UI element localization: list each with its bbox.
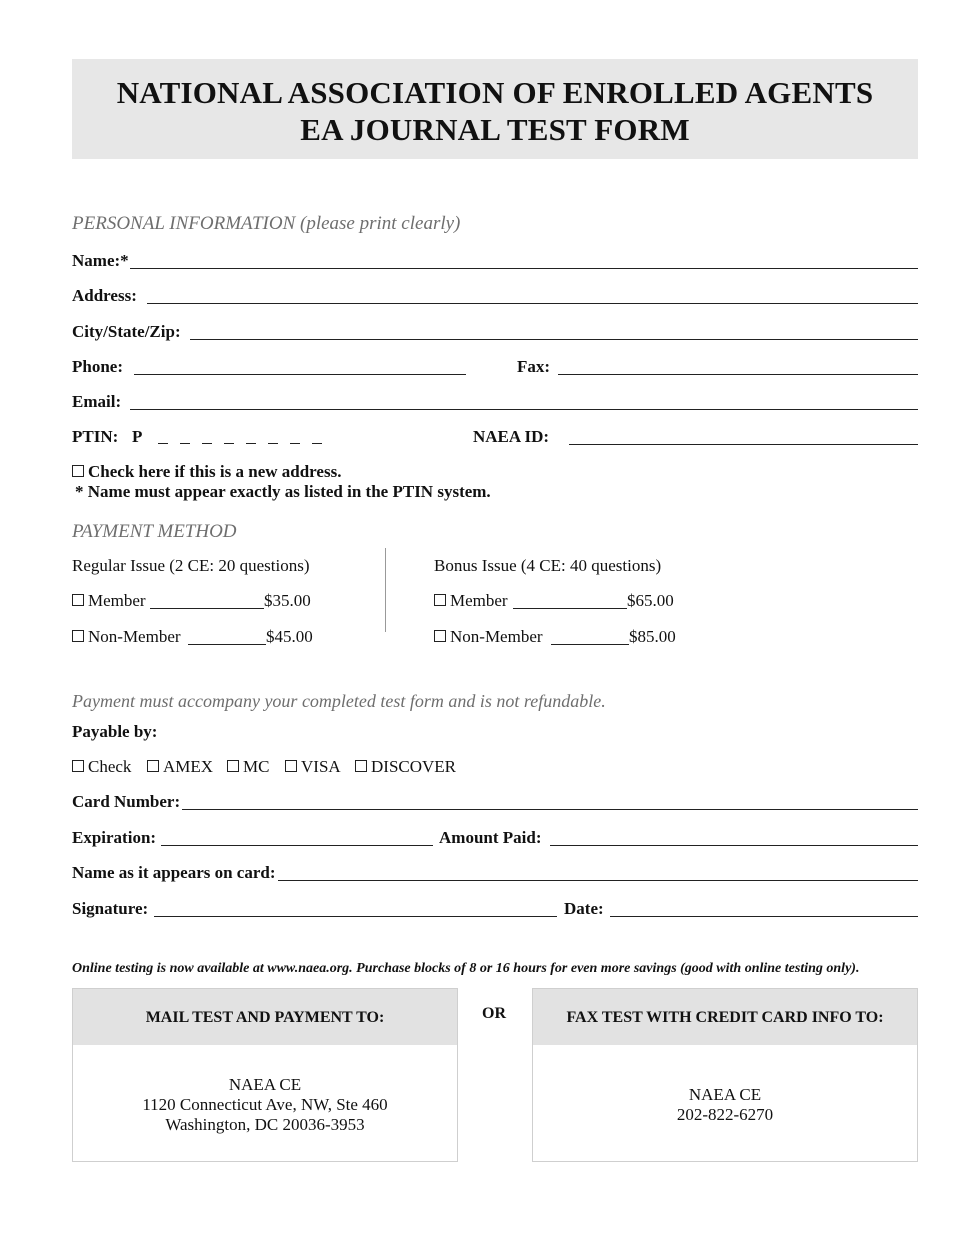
form-header bbox=[72, 59, 918, 159]
method-amex-option[interactable] bbox=[147, 757, 213, 777]
ptin-name-note: * Name must appear exactly as listed in the PTIN system. bbox=[75, 482, 491, 501]
bonus-member-option[interactable] bbox=[434, 591, 508, 611]
naea-id-label: NAEA ID: bbox=[473, 427, 550, 446]
regular-member-label: Member bbox=[88, 591, 146, 610]
address-label: Address: bbox=[72, 286, 137, 305]
new-address-label: Check here if this is a new address. bbox=[88, 462, 342, 481]
ptin-prefix: P bbox=[132, 427, 143, 446]
method-visa-label: VISA bbox=[301, 757, 341, 776]
name-on-card-field[interactable] bbox=[278, 880, 918, 881]
amount-paid-field[interactable] bbox=[550, 845, 918, 846]
card-number-label: Card Number: bbox=[72, 792, 181, 811]
method-check-option[interactable] bbox=[72, 757, 131, 777]
name-field[interactable] bbox=[130, 268, 918, 269]
regular-issue-title: Regular Issue (2 CE: 20 questions) bbox=[72, 556, 310, 575]
ptin-digit-field[interactable] bbox=[158, 433, 334, 451]
method-amex-label: AMEX bbox=[163, 757, 214, 776]
method-discover-label: DISCOVER bbox=[371, 757, 457, 776]
mail-to-line3: Washington, DC 20036-3953 bbox=[165, 1115, 365, 1134]
refund-note: Payment must accompany your completed test form and is not refundable. bbox=[72, 691, 606, 711]
regular-member-option[interactable] bbox=[72, 591, 146, 611]
amount-paid-label: Amount Paid: bbox=[439, 828, 542, 847]
fax-to-details bbox=[533, 1045, 917, 1125]
expiration-label: Expiration: bbox=[72, 828, 157, 847]
mail-to-address bbox=[73, 1045, 457, 1135]
mail-to-heading: MAIL TEST AND PAYMENT TO: bbox=[73, 989, 457, 1045]
bonus-nonmember-label: Non-Member bbox=[450, 627, 543, 646]
new-address-checkbox-row[interactable] bbox=[72, 462, 341, 482]
or-label: OR bbox=[482, 1005, 506, 1022]
bonus-member-line bbox=[513, 608, 627, 609]
bonus-nonmember-checkbox[interactable] bbox=[434, 630, 446, 642]
city-state-zip-label: City/State/Zip: bbox=[72, 322, 181, 341]
regular-member-price: $35.00 bbox=[264, 591, 311, 610]
mail-to-line1: NAEA CE bbox=[228, 1075, 302, 1094]
regular-nonmember-label: Non-Member bbox=[88, 627, 181, 646]
method-visa-checkbox[interactable] bbox=[285, 760, 297, 772]
bonus-nonmember-option[interactable] bbox=[434, 627, 543, 647]
method-mc-checkbox[interactable] bbox=[227, 760, 239, 772]
city-state-zip-field[interactable] bbox=[190, 339, 918, 340]
phone-field[interactable] bbox=[134, 374, 466, 375]
signature-label: Signature: bbox=[72, 899, 149, 918]
regular-nonmember-option[interactable] bbox=[72, 627, 181, 647]
online-testing-note: Online testing is now available at www.naea.org. Purchase blocks of 8 or 16 hours for even more savings (good with online testing only). bbox=[72, 961, 860, 976]
method-mc-option[interactable] bbox=[227, 757, 269, 777]
method-visa-option[interactable] bbox=[285, 757, 341, 777]
test-form-page bbox=[72, 0, 918, 1256]
name-label: Name:* bbox=[72, 251, 129, 270]
method-check-checkbox[interactable] bbox=[72, 760, 84, 772]
naea-id-field[interactable] bbox=[569, 444, 918, 445]
payment-method-heading: PAYMENT METHOD bbox=[72, 521, 237, 542]
date-label: Date: bbox=[564, 899, 604, 918]
form-title-line1: NATIONAL ASSOCIATION OF ENROLLED AGENTS bbox=[116, 75, 874, 110]
email-label: Email: bbox=[72, 392, 122, 411]
regular-nonmember-price: $45.00 bbox=[266, 627, 313, 646]
payable-by-label: Payable by: bbox=[72, 722, 158, 741]
expiration-field[interactable] bbox=[161, 845, 433, 846]
form-title-line2: EA JOURNAL TEST FORM bbox=[300, 112, 690, 147]
signature-field[interactable] bbox=[154, 916, 557, 917]
fax-to-heading: FAX TEST WITH CREDIT CARD INFO TO: bbox=[533, 989, 917, 1045]
fax-to-line1: NAEA CE bbox=[688, 1085, 762, 1104]
name-on-card-label: Name as it appears on card: bbox=[72, 863, 276, 882]
method-mc-label: MC bbox=[243, 757, 270, 776]
regular-member-line bbox=[150, 608, 264, 609]
regular-member-checkbox[interactable] bbox=[72, 594, 84, 606]
fax-field[interactable] bbox=[558, 374, 918, 375]
bonus-nonmember-price: $85.00 bbox=[629, 627, 676, 646]
phone-label: Phone: bbox=[72, 357, 123, 376]
payment-column-divider bbox=[385, 548, 386, 632]
fax-label: Fax: bbox=[517, 357, 551, 376]
bonus-issue-title: Bonus Issue (4 CE: 40 questions) bbox=[434, 556, 662, 575]
mail-to-box bbox=[72, 988, 458, 1162]
method-discover-option[interactable] bbox=[355, 757, 456, 777]
date-field[interactable] bbox=[610, 916, 918, 917]
bonus-member-price: $65.00 bbox=[627, 591, 674, 610]
fax-to-line2: 202-822-6270 bbox=[676, 1105, 774, 1124]
bonus-member-label: Member bbox=[450, 591, 508, 610]
personal-info-heading: PERSONAL INFORMATION (please print clearly) bbox=[72, 213, 461, 234]
card-number-field[interactable] bbox=[182, 809, 918, 810]
email-field[interactable] bbox=[130, 409, 918, 410]
regular-nonmember-line bbox=[188, 644, 266, 645]
mail-to-line2: 1120 Connecticut Ave, NW, Ste 460 bbox=[142, 1095, 388, 1114]
new-address-checkbox[interactable] bbox=[72, 465, 84, 477]
method-amex-checkbox[interactable] bbox=[147, 760, 159, 772]
bonus-member-checkbox[interactable] bbox=[434, 594, 446, 606]
method-check-label: Check bbox=[88, 757, 132, 776]
fax-to-box bbox=[532, 988, 918, 1162]
method-discover-checkbox[interactable] bbox=[355, 760, 367, 772]
regular-nonmember-checkbox[interactable] bbox=[72, 630, 84, 642]
ptin-label: PTIN: bbox=[72, 427, 119, 446]
bonus-nonmember-line bbox=[551, 644, 629, 645]
address-field[interactable] bbox=[147, 303, 918, 304]
